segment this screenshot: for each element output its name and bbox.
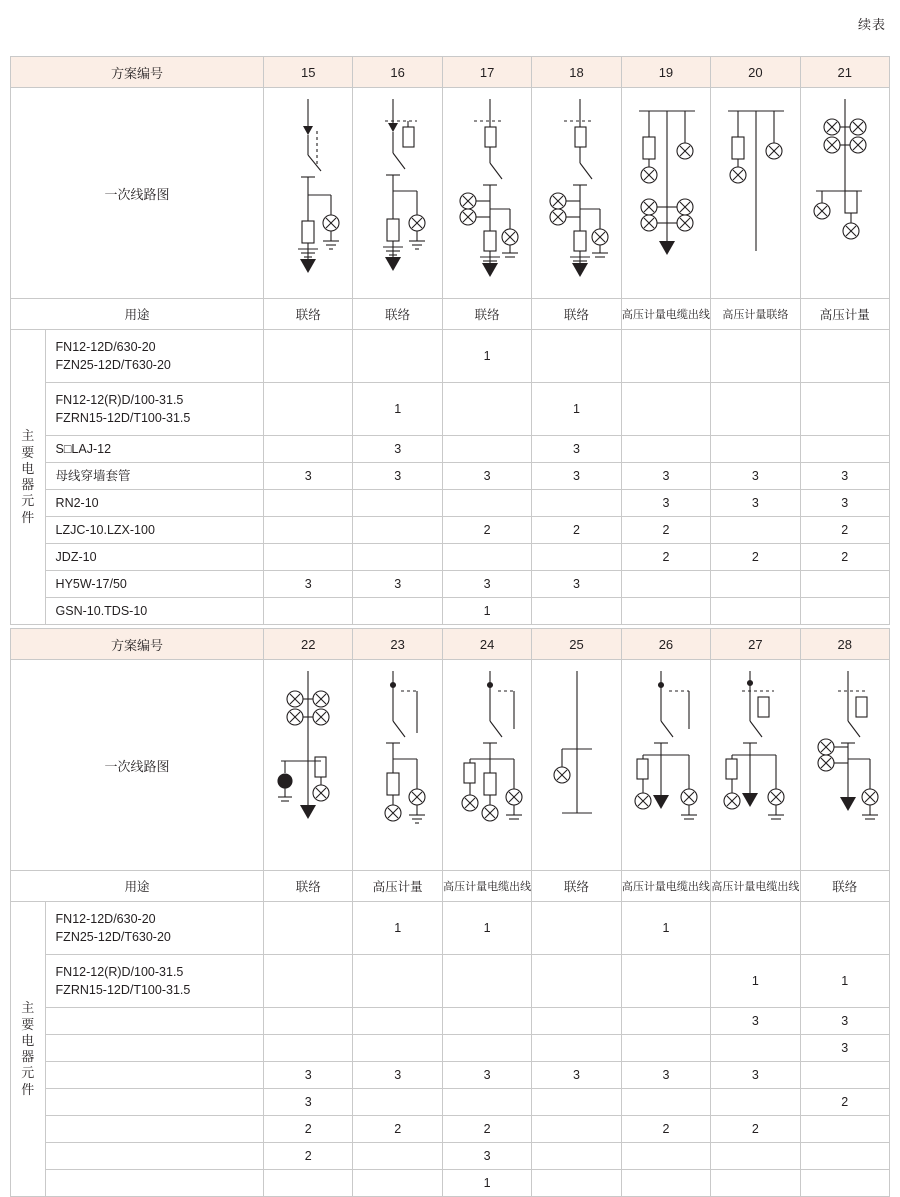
component-value [711, 517, 800, 544]
component-name [45, 1143, 263, 1170]
use-value: 联络 [442, 299, 531, 330]
component-value [442, 955, 531, 1008]
component-value [442, 1089, 531, 1116]
use-value: 联络 [264, 299, 353, 330]
component-name [45, 1116, 263, 1143]
use-value: 高压计量 [800, 299, 889, 330]
component-value [353, 330, 442, 383]
component-row [11, 571, 890, 598]
continued-label: 续表 [857, 17, 886, 32]
header-row [11, 629, 890, 660]
component-value [353, 517, 442, 544]
component-value: 2 [264, 1116, 353, 1143]
component-value: 2 [800, 544, 889, 571]
component-value: 3 [711, 490, 800, 517]
component-value [711, 1170, 800, 1197]
component-value [800, 1116, 889, 1143]
header-number: 27 [711, 629, 800, 660]
circuit-diagram-17 [442, 88, 531, 299]
component-value [800, 1143, 889, 1170]
use-value: 联络 [532, 871, 621, 902]
header-scheme-label: 方案编号 [11, 629, 264, 660]
component-value: 2 [800, 1089, 889, 1116]
component-value [264, 436, 353, 463]
component-value [353, 490, 442, 517]
component-value: 2 [711, 544, 800, 571]
use-row-label: 用途 [11, 871, 264, 902]
side-label-main-components: 主 要 电 器 元 件 [11, 902, 46, 1197]
component-value: 3 [442, 1062, 531, 1089]
diagram-row [11, 660, 890, 871]
component-value [800, 571, 889, 598]
component-name [45, 1035, 263, 1062]
component-name: GSN-10.TDS-10 [45, 598, 263, 625]
header-number: 28 [800, 629, 889, 660]
circuit-diagram-16 [353, 88, 442, 299]
component-value: 3 [442, 571, 531, 598]
component-value: 3 [264, 571, 353, 598]
component-value [353, 1170, 442, 1197]
component-value [621, 330, 710, 383]
component-value [353, 598, 442, 625]
component-value [264, 517, 353, 544]
component-row [11, 1008, 890, 1035]
component-value [264, 902, 353, 955]
component-value [532, 1089, 621, 1116]
circuit-diagram-15 [264, 88, 353, 299]
component-value: 3 [353, 436, 442, 463]
component-value: 1 [442, 598, 531, 625]
component-value [711, 571, 800, 598]
component-value [353, 955, 442, 1008]
component-name: HY5W-17/50 [45, 571, 263, 598]
component-value [264, 1008, 353, 1035]
component-name: FN12-12(R)D/100-31.5 FZRN15-12D/T100-31.5 [45, 383, 263, 436]
component-value: 3 [532, 571, 621, 598]
header-number: 22 [264, 629, 353, 660]
component-value: 2 [442, 517, 531, 544]
component-row [11, 598, 890, 625]
component-value [532, 1116, 621, 1143]
header-scheme-label: 方案编号 [11, 57, 264, 88]
component-value: 2 [621, 1116, 710, 1143]
component-value [264, 955, 353, 1008]
component-value [800, 598, 889, 625]
component-value [532, 1035, 621, 1062]
component-value [711, 598, 800, 625]
header-number: 24 [442, 629, 531, 660]
component-value [711, 436, 800, 463]
circuit-diagram-18 [532, 88, 621, 299]
component-value [442, 490, 531, 517]
component-value: 3 [800, 463, 889, 490]
component-value [532, 1143, 621, 1170]
circuit-diagram-20 [711, 88, 800, 299]
component-row [11, 902, 890, 955]
component-value [621, 1035, 710, 1062]
component-value [264, 490, 353, 517]
component-value [442, 436, 531, 463]
component-value [442, 383, 531, 436]
component-value: 1 [353, 383, 442, 436]
component-value [353, 1035, 442, 1062]
component-value [800, 330, 889, 383]
component-value [532, 1170, 621, 1197]
circuit-diagram-28 [800, 660, 889, 871]
component-value: 3 [621, 490, 710, 517]
component-row [11, 463, 890, 490]
circuit-diagram-23 [353, 660, 442, 871]
component-value: 2 [800, 517, 889, 544]
header-number: 23 [353, 629, 442, 660]
component-value [800, 383, 889, 436]
diagram-row [11, 88, 890, 299]
use-value: 高压计量联络 [711, 299, 800, 330]
component-value: 3 [711, 1008, 800, 1035]
component-value [442, 544, 531, 571]
component-value [532, 598, 621, 625]
component-value [353, 544, 442, 571]
component-value [264, 544, 353, 571]
component-value: 3 [621, 463, 710, 490]
header-number: 17 [442, 57, 531, 88]
component-row [11, 1035, 890, 1062]
scheme-block-a [10, 56, 890, 625]
header-number: 18 [532, 57, 621, 88]
component-name [45, 1170, 263, 1197]
component-value: 3 [711, 1062, 800, 1089]
component-value [264, 598, 353, 625]
circuit-diagram-22 [264, 660, 353, 871]
side-label-main-components: 主 要 电 器 元 件 [11, 330, 46, 625]
component-value: 3 [264, 463, 353, 490]
diagram-row-label: 一次线路图 [11, 660, 264, 871]
use-value: 联络 [532, 299, 621, 330]
component-value [711, 330, 800, 383]
circuit-diagram-27 [711, 660, 800, 871]
component-value [621, 598, 710, 625]
component-value [264, 383, 353, 436]
circuit-diagram-25 [532, 660, 621, 871]
component-value [353, 1089, 442, 1116]
component-row [11, 330, 890, 383]
use-row-label: 用途 [11, 299, 264, 330]
component-value: 3 [532, 1062, 621, 1089]
header-number: 25 [532, 629, 621, 660]
component-row [11, 490, 890, 517]
use-value: 联络 [353, 299, 442, 330]
component-value [621, 1089, 710, 1116]
circuit-diagram-26 [621, 660, 710, 871]
scheme-table-a [10, 56, 890, 625]
circuit-diagram-21 [800, 88, 889, 299]
header-number: 19 [621, 57, 710, 88]
scheme-table-b [10, 628, 890, 1197]
component-value: 1 [353, 902, 442, 955]
use-value: 高压计量电缆出线 [621, 871, 710, 902]
component-value [264, 330, 353, 383]
component-value [442, 1035, 531, 1062]
component-row [11, 544, 890, 571]
component-name: RN2-10 [45, 490, 263, 517]
use-row [11, 299, 890, 330]
component-name: LZJC-10.LZX-100 [45, 517, 263, 544]
component-value [264, 1035, 353, 1062]
component-value [711, 383, 800, 436]
component-value: 2 [442, 1116, 531, 1143]
component-name: FN12-12D/630-20 FZN25-12D/T630-20 [45, 902, 263, 955]
scheme-block-b [10, 628, 890, 1197]
component-value: 1 [442, 330, 531, 383]
component-value: 1 [442, 1170, 531, 1197]
component-value: 3 [532, 463, 621, 490]
use-row [11, 871, 890, 902]
component-row [11, 1089, 890, 1116]
circuit-diagram-24 [442, 660, 531, 871]
component-value: 1 [621, 902, 710, 955]
header-number: 20 [711, 57, 800, 88]
component-value [532, 1008, 621, 1035]
component-row [11, 436, 890, 463]
component-value: 1 [442, 902, 531, 955]
component-value [532, 955, 621, 1008]
component-value: 3 [800, 1008, 889, 1035]
use-value: 联络 [264, 871, 353, 902]
component-row [11, 383, 890, 436]
component-value: 3 [442, 463, 531, 490]
component-value [800, 1170, 889, 1197]
component-value [353, 1143, 442, 1170]
component-name [45, 1089, 263, 1116]
component-value: 3 [711, 463, 800, 490]
component-value: 3 [353, 1062, 442, 1089]
header-number: 26 [621, 629, 710, 660]
circuit-diagram-19 [621, 88, 710, 299]
component-value [711, 1143, 800, 1170]
diagram-row-label: 一次线路图 [11, 88, 264, 299]
use-value: 高压计量电缆出线 [711, 871, 800, 902]
component-name: S□LAJ-12 [45, 436, 263, 463]
component-value [800, 436, 889, 463]
component-value: 3 [264, 1089, 353, 1116]
component-value [621, 1008, 710, 1035]
component-row [11, 1062, 890, 1089]
component-value [532, 544, 621, 571]
component-value [800, 902, 889, 955]
component-value: 3 [800, 1035, 889, 1062]
component-value [353, 1008, 442, 1035]
component-value [264, 1170, 353, 1197]
use-value: 联络 [800, 871, 889, 902]
component-row [11, 1116, 890, 1143]
component-name: FN12-12(R)D/100-31.5 FZRN15-12D/T100-31.5 [45, 955, 263, 1008]
component-name [45, 1062, 263, 1089]
component-value: 3 [264, 1062, 353, 1089]
component-value [532, 902, 621, 955]
component-value: 2 [264, 1143, 353, 1170]
header-row [11, 57, 890, 88]
component-row [11, 517, 890, 544]
component-value [711, 1035, 800, 1062]
component-value [621, 1143, 710, 1170]
component-value: 2 [532, 517, 621, 544]
header-number: 21 [800, 57, 889, 88]
use-value: 高压计量电缆出线 [621, 299, 710, 330]
component-value [621, 436, 710, 463]
component-value: 3 [800, 490, 889, 517]
use-value: 高压计量电缆出线 [442, 871, 531, 902]
header-number: 15 [264, 57, 353, 88]
component-value [621, 1170, 710, 1197]
component-row [11, 1143, 890, 1170]
component-row [11, 955, 890, 1008]
component-value [711, 1089, 800, 1116]
component-row [11, 1170, 890, 1197]
component-value [621, 955, 710, 1008]
component-value: 1 [532, 383, 621, 436]
component-value: 1 [800, 955, 889, 1008]
component-name: JDZ-10 [45, 544, 263, 571]
component-value: 3 [442, 1143, 531, 1170]
use-value: 高压计量 [353, 871, 442, 902]
component-value [711, 902, 800, 955]
component-value: 1 [711, 955, 800, 1008]
component-value: 3 [353, 571, 442, 598]
component-value: 2 [711, 1116, 800, 1143]
component-value: 2 [621, 544, 710, 571]
component-value: 2 [353, 1116, 442, 1143]
component-name: FN12-12D/630-20 FZN25-12D/T630-20 [45, 330, 263, 383]
component-value: 3 [532, 436, 621, 463]
component-value: 3 [353, 463, 442, 490]
component-value [621, 383, 710, 436]
header-number: 16 [353, 57, 442, 88]
component-value [800, 1062, 889, 1089]
component-name: 母线穿墙套管 [45, 463, 263, 490]
component-value [532, 330, 621, 383]
component-value: 3 [621, 1062, 710, 1089]
component-value [532, 490, 621, 517]
component-value [442, 1008, 531, 1035]
component-name [45, 1008, 263, 1035]
component-value: 2 [621, 517, 710, 544]
component-value [621, 571, 710, 598]
